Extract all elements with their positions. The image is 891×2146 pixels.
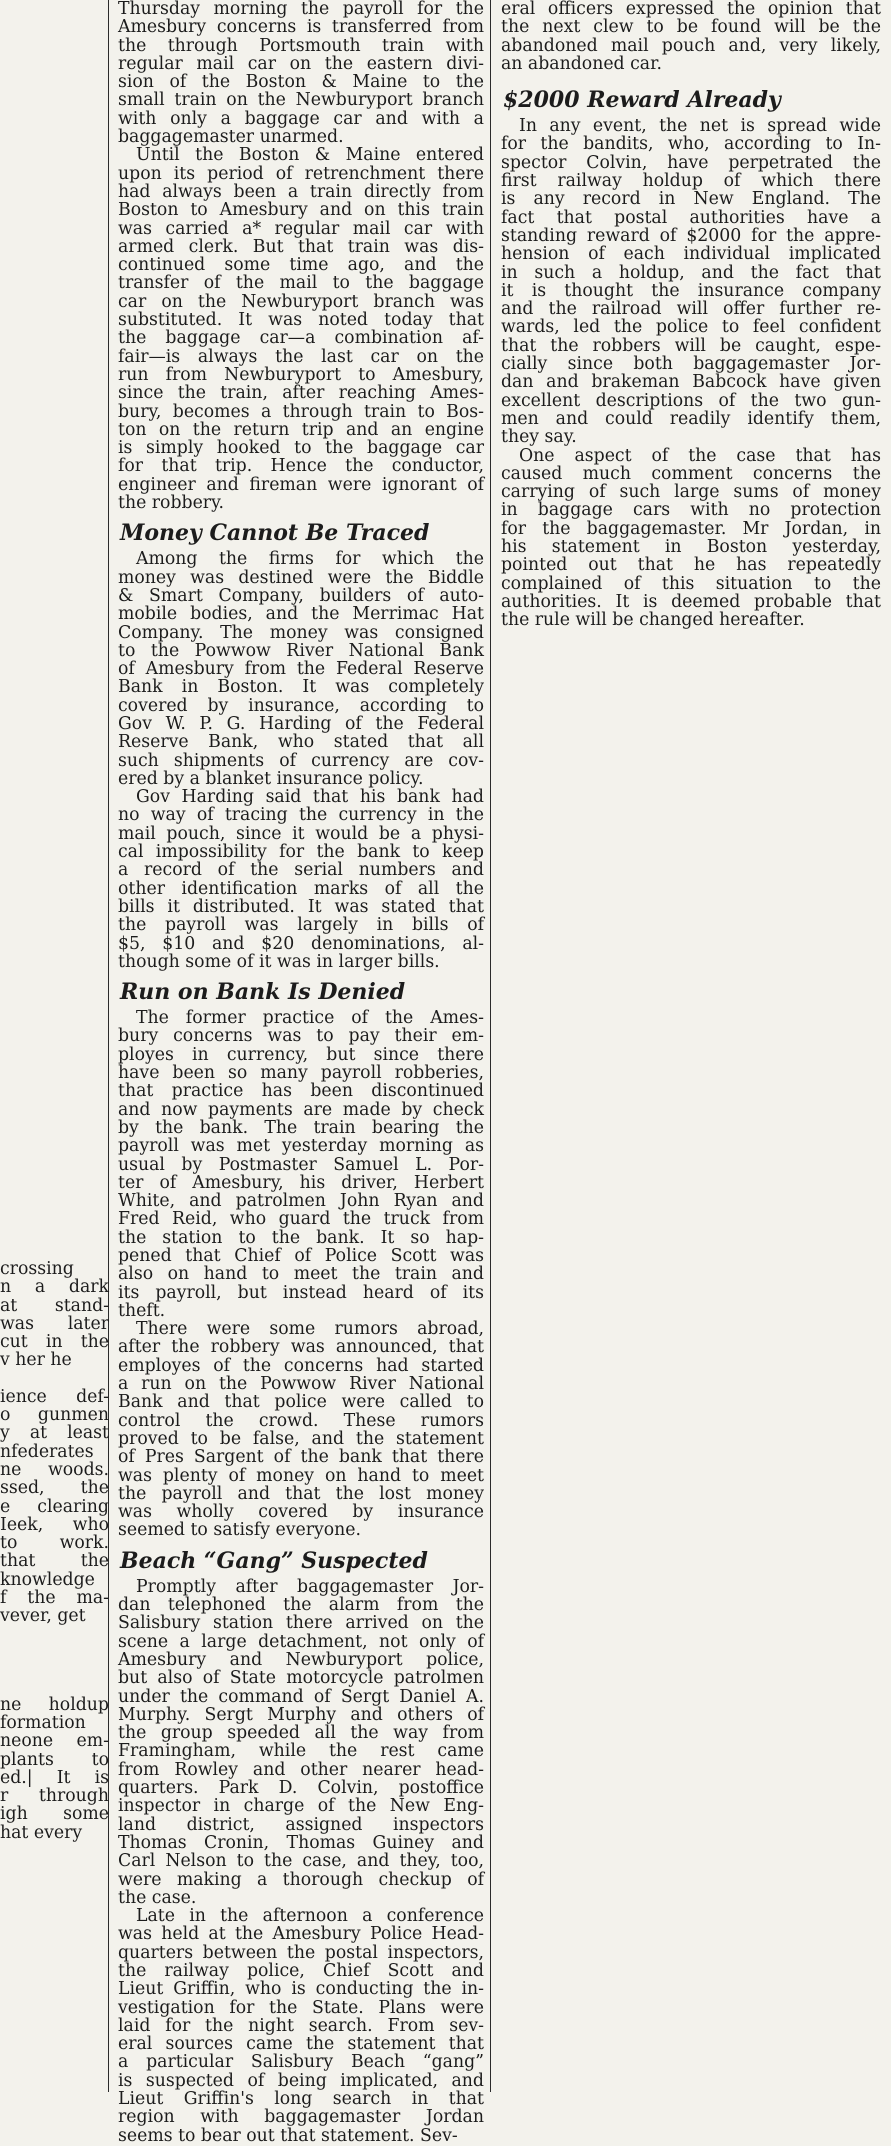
- subheading-beach-gang-suspected: Beach “Gang” Suspected: [120, 1547, 428, 1574]
- text-line: cially since both baggagemaster Jor-: [501, 354, 881, 375]
- text-line: Lieut Griffin's long search in that: [118, 2089, 484, 2110]
- text-line: baggagemaster unarmed.: [118, 127, 344, 148]
- text-line: fair—is always the last car on the: [118, 346, 484, 367]
- text-line: cut in the: [0, 1332, 109, 1353]
- text-line: Boston to Amesbury and on this train: [118, 200, 484, 221]
- text-line: complained of this situation to the: [501, 573, 881, 594]
- text-line: seems to bear out that statement. Sev-: [118, 2125, 458, 2146]
- text-line: n a dark: [0, 1277, 109, 1298]
- text-line: spector Colvin, have perpetrated the: [501, 152, 881, 173]
- text-line: ered by a blanket insurance policy.: [118, 768, 424, 789]
- text-line: such shipments of currency are cov-: [118, 750, 484, 771]
- text-line: Bank in Boston. It was completely: [118, 677, 484, 698]
- text-line: proved to be false, and the statement: [118, 1428, 484, 1449]
- text-line: bury concerns was to pay their em-: [118, 1026, 484, 1047]
- text-line: f the ma-: [0, 1588, 109, 1609]
- text-line: an abandoned car.: [501, 53, 662, 74]
- text-line: small train on the Newburyport branch: [118, 90, 484, 111]
- text-line: armed clerk. But that train was dis-: [118, 236, 484, 257]
- article-paragraph: [118, 550, 484, 788]
- text-line: neone em-: [0, 1731, 109, 1752]
- text-line: hat every: [0, 1822, 83, 1843]
- text-line: ne woods.: [0, 1459, 109, 1480]
- text-line: Thomas Cronin, Thomas Guiney and: [118, 1832, 484, 1853]
- text-line: land district, assigned inspectors: [118, 1814, 484, 1835]
- text-line: dan and brakeman Babcock have given: [501, 372, 881, 393]
- article-paragraph: [501, 0, 881, 73]
- text-line: ssed, the: [0, 1478, 109, 1499]
- column-rule-right: [490, 0, 491, 2092]
- text-line: of Pres Sargent of the bank that there: [118, 1447, 484, 1468]
- article-paragraph: [118, 1578, 484, 1907]
- text-line: y at least: [0, 1423, 109, 1444]
- text-line: in baggage cars with no protection: [501, 500, 881, 521]
- text-line: a run on the Powwow River National: [118, 1374, 484, 1395]
- text-line: ter of Amesbury, his driver, Herbert: [118, 1172, 484, 1193]
- text-line: the payroll and that the lost money: [118, 1483, 484, 1504]
- text-line: other identification marks of all the: [118, 878, 484, 899]
- text-line: vever, get: [0, 1606, 86, 1627]
- text-line: had always been a train directly from: [118, 181, 484, 202]
- text-line: the payroll was largely in bills of: [118, 915, 484, 936]
- text-line: a particular Salisbury Beach “gang”: [118, 2052, 484, 2073]
- text-line: his statement in Boston yesterday,: [501, 537, 881, 558]
- text-line: wards, led the police to feel confident: [501, 317, 881, 338]
- center-column: [110, 0, 488, 2146]
- text-line: Gov W. P. G. Harding of the Federal: [118, 713, 484, 734]
- text-line: nfederates: [0, 1441, 94, 1462]
- left-paragraph: [0, 1260, 109, 1370]
- text-line: but also of State motorcycle patrolmen: [118, 1668, 484, 1689]
- text-line: with only a baggage car and with a: [118, 108, 484, 129]
- text-line: carrying of such large sums of money: [501, 482, 881, 503]
- text-line: e clearing: [0, 1496, 109, 1517]
- text-line: engineer and fireman were ignorant of: [118, 474, 484, 495]
- text-line: car on the Newburyport branch was: [118, 291, 484, 312]
- left-column-fragment: [0, 1260, 111, 2092]
- text-line: cal impossibility for the bank to keep: [118, 842, 484, 863]
- text-line: quarters between the postal inspectors,: [118, 1942, 484, 1963]
- text-line: Fred Reid, who guard the truck from: [118, 1209, 484, 1230]
- left-paragraph: [0, 1696, 109, 1842]
- text-line: ployes in currency, but since there: [118, 1044, 484, 1065]
- text-line: the station to the bank. It so hap-: [118, 1227, 484, 1248]
- text-line: bills it distributed. It was stated that: [118, 896, 484, 917]
- text-line: first railway holdup of which there: [501, 171, 881, 192]
- text-line: Framingham, while the rest came: [118, 1741, 484, 1762]
- text-line: Late in the afternoon a conference: [136, 1906, 484, 1927]
- right-column: [493, 0, 885, 640]
- text-line: substituted. It was noted today that: [118, 310, 484, 331]
- text-line: and the railroad will offer further re-: [501, 299, 881, 320]
- article-paragraph: [118, 1320, 484, 1540]
- text-line: v her he: [0, 1350, 72, 1371]
- text-line: $5, $10 and $20 denominations, al-: [118, 933, 484, 954]
- text-line: formation: [0, 1712, 86, 1733]
- text-line: In any event, the net is spread wide: [519, 116, 881, 137]
- left-paragraph: [0, 1388, 109, 1626]
- subheading-2000-reward-already: $2000 Reward Already: [503, 87, 781, 114]
- text-line: scene a large detachment, not only of: [118, 1631, 484, 1652]
- text-line: under the command of Sergt Daniel A.: [118, 1686, 484, 1707]
- text-line: the rule will be changed hereafter.: [501, 610, 805, 631]
- text-line: the robbery.: [118, 493, 225, 514]
- text-line: Until the Boston & Maine entered: [136, 145, 484, 166]
- text-line: o gunmen: [0, 1405, 109, 1426]
- text-line: that the robbers will be caught, espe-: [501, 335, 881, 356]
- text-line: the case.: [118, 1887, 197, 1908]
- text-line: ed.| It is: [0, 1767, 109, 1788]
- text-line: for the baggagemaster. Mr Jordan, in: [501, 518, 881, 539]
- text-line: knowledge: [0, 1569, 95, 1590]
- text-line: theft.: [118, 1300, 166, 1321]
- text-line: ne holdup: [0, 1694, 109, 1715]
- article-paragraph: [118, 1907, 484, 2145]
- text-line: r through: [0, 1786, 109, 1807]
- text-line: pointed out that he has repeatedly: [501, 555, 881, 576]
- text-line: ience def-: [0, 1386, 109, 1407]
- text-line: Salisbury station there arrived on the: [118, 1613, 484, 1634]
- text-line: is any record in New England. The: [501, 189, 881, 210]
- text-line: was later: [0, 1313, 109, 1334]
- text-line: run from Newburyport to Amesbury,: [118, 364, 484, 385]
- text-line: Amesbury and Newburyport police,: [118, 1649, 484, 1670]
- text-line: Company. The money was consigned: [118, 622, 484, 643]
- text-line: One aspect of the case that has: [519, 445, 881, 466]
- text-line: eral sources came the statement that: [118, 2034, 484, 2055]
- text-line: seemed to satisfy everyone.: [118, 1520, 361, 1541]
- text-line: were making a thorough checkup of: [118, 1869, 484, 1890]
- text-line: since the train, after reaching Ames-: [118, 383, 484, 404]
- text-line: covered by insurance, according to: [118, 695, 484, 716]
- text-line: hension of each individual implicated: [501, 244, 881, 265]
- text-line: transfer of the mail to the baggage: [118, 273, 484, 294]
- text-line: Amesbury concerns is transferred from: [118, 17, 484, 38]
- text-line: standing reward of $2000 for the appre-: [501, 225, 881, 246]
- text-line: by the bank. The train bearing the: [118, 1117, 484, 1138]
- text-line: money was destined were the Biddle: [118, 567, 484, 588]
- text-line: also on hand to meet the train and: [118, 1264, 484, 1285]
- text-line: employes of the concerns had started: [118, 1355, 484, 1376]
- text-line: The former practice of the Ames-: [136, 1008, 484, 1029]
- text-line: the group speeded all the way from: [118, 1723, 484, 1744]
- text-line: was held at the Amesbury Police Head-: [118, 1924, 484, 1945]
- text-line: pened that Chief of Police Scott was: [118, 1246, 484, 1266]
- text-line: authorities. It is deemed probable that: [501, 591, 881, 612]
- text-line: have been so many payroll robberies,: [118, 1063, 484, 1084]
- text-line: and now payments are made by check: [118, 1099, 484, 1120]
- text-line: Ieek, who: [0, 1514, 109, 1535]
- text-line: payroll was met yesterday morning as: [118, 1136, 484, 1157]
- text-line: Carl Nelson to the case, and they, too,: [118, 1851, 484, 1872]
- text-line: the next clew to be found will be the: [501, 17, 881, 38]
- text-line: region with baggagemaster Jordan: [118, 2107, 484, 2128]
- text-line: the baggage car—a combination af-: [118, 328, 484, 349]
- text-line: ton on the return trip and an engine: [118, 419, 484, 440]
- text-line: & Smart Company, builders of auto-: [118, 585, 484, 606]
- text-line: from Rowley and other nearer head-: [118, 1759, 484, 1780]
- text-line: abandoned mail pouch and, very likely,: [501, 35, 881, 56]
- text-line: igh some: [0, 1804, 109, 1825]
- article-paragraph: [118, 1009, 484, 1320]
- text-line: to work.: [0, 1533, 109, 1554]
- text-line: Gov Harding said that his bank had: [136, 787, 484, 808]
- text-line: was plenty of money on hand to meet: [118, 1465, 484, 1486]
- text-line: in such a holdup, and the fact that: [501, 262, 881, 283]
- text-line: control the crowd. These rumors: [118, 1410, 484, 1431]
- text-line: White, and patrolmen John Ryan and: [118, 1191, 484, 1212]
- text-line: was carried a* regular mail car with: [118, 218, 484, 239]
- text-line: is suspected of being implicated, and: [118, 2070, 484, 2091]
- subheading-money-cannot-be-traced: Money Cannot Be Traced: [120, 520, 430, 547]
- text-line: Among the firms for which the: [136, 549, 484, 570]
- text-line: for that trip. Hence the conductor,: [118, 456, 484, 477]
- text-line: Thursday morning the payroll for the: [118, 0, 484, 19]
- text-line: no way of tracing the currency in the: [118, 805, 484, 826]
- text-line: Reserve Bank, who stated that all: [118, 732, 484, 753]
- article-paragraph: [118, 146, 484, 512]
- text-line: dan telephoned the alarm from the: [118, 1595, 484, 1616]
- text-line: There were some rumors abroad,: [136, 1319, 484, 1340]
- text-line: a record of the serial numbers and: [118, 860, 484, 881]
- text-line: fact that postal authorities have a: [501, 207, 881, 228]
- text-line: usual by Postmaster Samuel L. Por-: [118, 1154, 484, 1175]
- text-line: plants to: [0, 1749, 109, 1770]
- text-line: that practice has been discontinued: [118, 1081, 484, 1102]
- text-line: though some of it was in larger bills.: [118, 951, 440, 972]
- text-line: continued some time ago, and the: [118, 255, 484, 276]
- text-line: Murphy. Sergt Murphy and others of: [118, 1704, 484, 1725]
- text-line: sion of the Boston & Maine to the: [118, 72, 484, 93]
- text-line: Bank and that police were called to: [118, 1392, 484, 1413]
- text-line: was wholly covered by insurance: [118, 1502, 484, 1523]
- text-line: upon its period of retrenchment there: [118, 163, 484, 184]
- text-line: for the bandits, who, according to In-: [501, 134, 881, 155]
- text-line: they say.: [501, 427, 577, 448]
- text-line: the railway police, Chief Scott and: [118, 1960, 484, 1981]
- text-line: men and could readily identify them,: [501, 408, 881, 429]
- text-line: the through Portsmouth train with: [118, 35, 484, 56]
- text-line: of Amesbury from the Federal Reserve: [118, 659, 484, 680]
- text-line: mail pouch, since it would be a physi-: [118, 823, 484, 844]
- text-line: vestigation for the State. Plans were: [118, 1997, 484, 2018]
- article-paragraph: [118, 0, 484, 146]
- text-line: mobile bodies, and the Merrimac Hat: [118, 604, 484, 625]
- text-line: crossing: [0, 1259, 74, 1279]
- text-line: its payroll, but instead heard of its: [118, 1282, 484, 1303]
- text-line: after the robbery was announced, that: [118, 1337, 484, 1358]
- text-line: regular mail car on the eastern divi-: [118, 53, 484, 74]
- text-line: at stand-: [0, 1295, 109, 1316]
- text-line: that the: [0, 1551, 109, 1572]
- text-line: it is thought the insurance company: [501, 280, 881, 301]
- text-line: Lieut Griffin, who is conducting the in-: [118, 1979, 484, 2000]
- text-line: excellent descriptions of the two gun-: [501, 390, 881, 411]
- text-line: Promptly after baggagemaster Jor-: [136, 1576, 484, 1597]
- text-line: eral officers expressed the opinion that: [501, 0, 881, 19]
- text-line: is simply hooked to the baggage car: [118, 438, 484, 459]
- article-paragraph: [501, 117, 881, 446]
- text-line: laid for the night search. From sev-: [118, 2015, 484, 2036]
- text-line: bury, becomes a through train to Bos-: [118, 401, 484, 422]
- article-paragraph: [501, 447, 881, 630]
- article-paragraph: [118, 788, 484, 971]
- text-line: inspector in charge of the New Eng-: [118, 1796, 484, 1817]
- text-line: caused much comment concerns the: [501, 463, 881, 484]
- text-line: to the Powwow River National Bank: [118, 640, 484, 661]
- subheading-run-on-bank-is-denied: Run on Bank Is Denied: [120, 979, 406, 1006]
- text-line: quarters. Park D. Colvin, postoffice: [118, 1778, 484, 1799]
